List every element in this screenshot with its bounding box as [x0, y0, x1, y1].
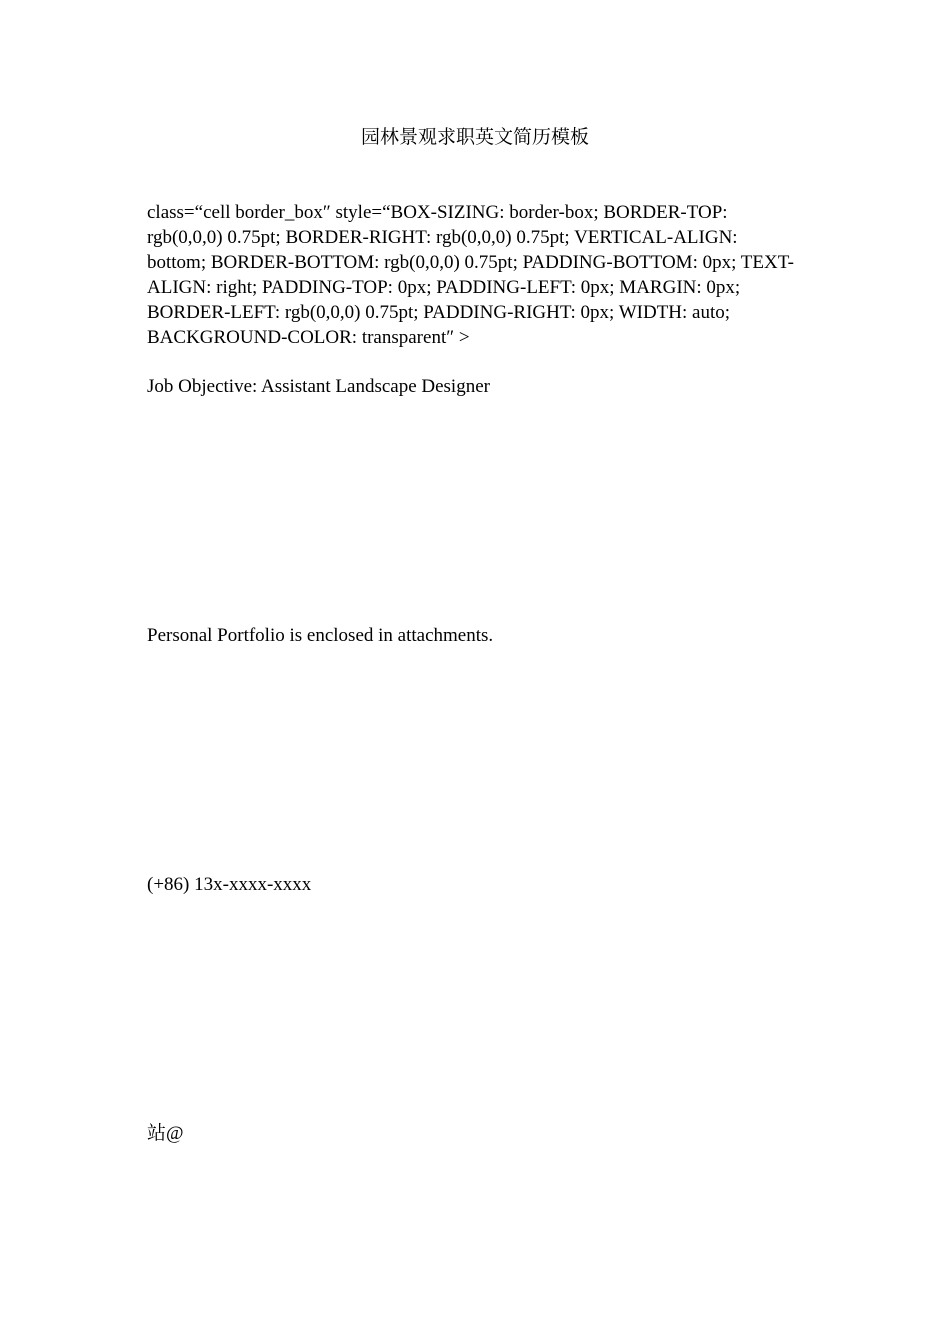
code-fragment-paragraph: class=“cell border_box″ style=“BOX-SIZING: border-box; BORDER-TOP: rgb(0,0,0) 0.75pt; BORDER-RIGHT: rgb(0,0,0) 0.75pt; VERTICAL-ALIGN: bottom; BORDER-BOTTOM: rgb(0,0,0) 0.75pt; PADDING-BOTTOM: 0px; TEXT-ALIGN: right; PADDING-TOP: 0px; PADDING-LEFT: 0px; MARGIN: 0px; BORDER-LEFT: rgb(0,0,0) 0.75pt; PADDING-RIGHT: 0px; WIDTH: auto; BACKGROUND-COLOR: transparent″ >: [147, 202, 794, 348]
portfolio-paragraph: Personal Portfolio is enclosed in attachments.: [147, 625, 494, 646]
email-address: 站@: [147, 1123, 184, 1144]
phone-number: (+86) 13x-xxxx-xxxx: [147, 874, 312, 895]
document-title: 园林景观求职英文简历模板: [360, 126, 589, 148]
job-objective-paragraph: Job Objective: Assistant Landscape Designer: [147, 376, 490, 397]
